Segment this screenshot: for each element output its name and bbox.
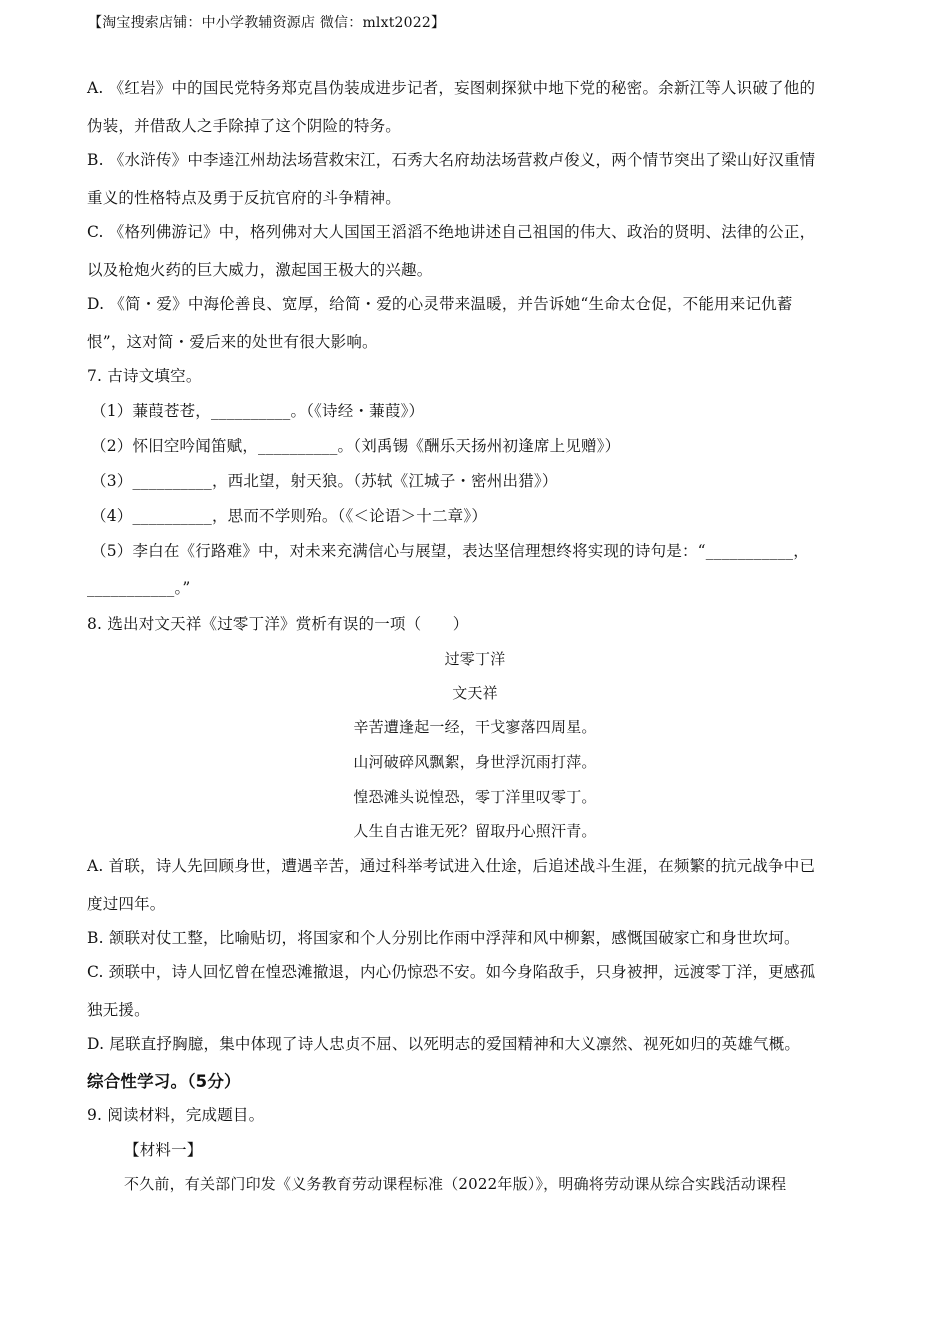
q7-item-1: （1）蒹葭苍苍，__________。（《诗经・蒹葭》） [91,402,425,420]
q6-option-c-line1: C. 《格列佛游记》中，格列佛对大人国国王滔滔不绝地讲述自己祖国的伟大、政治的贤明、法律的公正， [87,223,816,241]
poem-title: 过零丁洋 [444,650,506,668]
q6-option-b-line1: B. 《水浒传》中李逵江州劫法场营救宋江，石秀大名府劫法场营救卢俊义，两个情节突出了梁山好汉重情 [87,151,816,169]
q6-option-a-line1: A. 《红岩》中的国民党特务郑克昌伪装成进步记者，妄图刺探狱中地下党的秘密。余新江等人识破了他的 [87,79,816,97]
material-paragraph: 不久前，有关部门印发《义务教育劳动课程标准（2022年版）》，明确将劳动课从综合实践活动课程 [124,1175,787,1193]
q7-item-5: （5）李白在《行路难》中，对未来充满信心与展望，表达坚信理想终将实现的诗句是：“___________， [91,542,809,560]
q8-option-d: D. 尾联直抒胸臆，集中体现了诗人忠贞不屈、以死明志的爱国精神和大义凛然、视死如归的英雄气概。 [87,1035,801,1053]
poem-line-1: 辛苦遭逢起一经，干戈寥落四周星。 [353,718,597,736]
q6-option-b-line2: 重义的性格特点及勇于反抗官府的斗争精神。 [87,189,402,207]
page-header: 【淘宝搜索店铺：中小学教辅资源店 微信：mlxt2022】 [88,15,446,31]
material-label: 【材料一】 [124,1141,203,1159]
q8-option-b: B. 颔联对仗工整，比喻贴切，将国家和个人分别比作雨中浮萍和风中柳絮，感慨国破家亡和身世坎坷。 [87,929,800,947]
q6-option-c-line2: 以及枪炮火药的巨大威力，激起国王极大的兴趣。 [87,261,433,279]
q8-title: 8. 选出对文天祥《过零丁洋》赏析有误的一项（ ） [87,615,469,633]
q6-option-a-line2: 伪装，并借敌人之手除掉了这个阴险的特务。 [87,117,402,135]
q6-option-d-line2: 恨”，这对简・爱后来的处世有很大影响。 [87,333,378,351]
section-heading: 综合性学习。（5分） [87,1072,241,1091]
q7-item-3: （3）__________，西北望，射天狼。（苏轼《江城子・密州出猎》） [91,472,558,490]
poem-author: 文天祥 [452,684,498,702]
q7-item-5-cont: ___________。” [87,579,191,597]
q8-option-c-line2: 独无援。 [87,1001,150,1019]
poem-line-3: 惶恐滩头说惶恐，零丁洋里叹零丁。 [353,788,597,806]
q7-title: 7. 古诗文填空。 [87,367,202,385]
q9-title: 9. 阅读材料，完成题目。 [87,1106,265,1124]
q8-option-a-line2: 度过四年。 [87,895,166,913]
q6-option-d-line1: D. 《简・爱》中海伦善良、宽厚，给简・爱的心灵带来温暖，并告诉她“生命太仓促，不能用来记仇蓄 [87,295,793,313]
q7-item-4: （4）__________，思而不学则殆。（《＜论语＞十二章》） [91,507,488,525]
poem-line-4: 人生自古谁无死？留取丹心照汗青。 [353,822,597,840]
poem-line-2: 山河破碎风飘絮，身世浮沉雨打萍。 [353,753,597,771]
q7-item-2: （2）怀旧空吟闻笛赋，__________。（刘禹锡《酬乐天扬州初逢席上见赠》） [91,437,621,455]
q8-option-a-line1: A. 首联，诗人先回顾身世，遭遇辛苦，通过科举考试进入仕途，后追述战斗生涯，在频繁的抗元战争中已 [87,857,816,875]
q8-option-c-line1: C. 颈联中，诗人回忆曾在惶恐滩撤退，内心仍惊恐不安。如今身陷敌手，只身被押，远渡零丁洋，更感孤 [87,963,816,981]
